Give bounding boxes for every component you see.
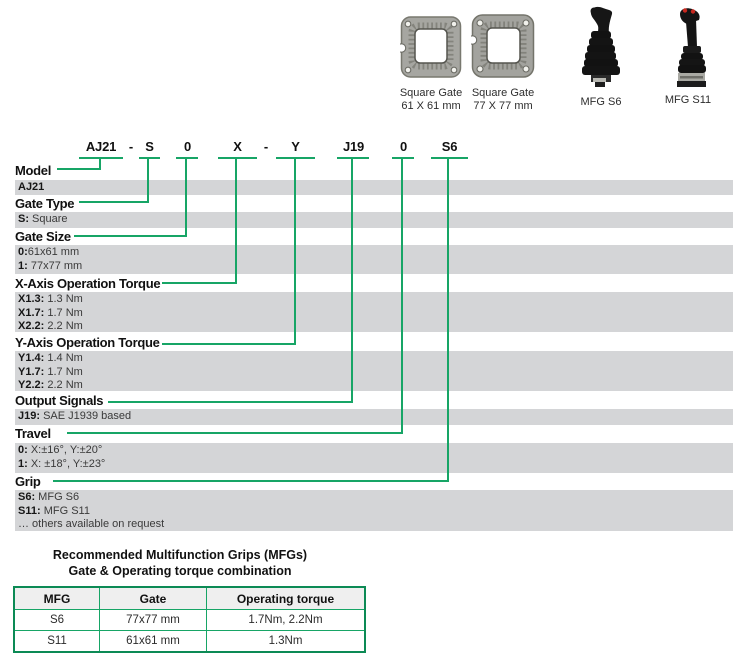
product-caption-line: Square Gate bbox=[399, 87, 463, 99]
section-values-output-signals bbox=[15, 409, 733, 425]
grips-cell-gate: 61x61 mm bbox=[100, 631, 207, 653]
grips-table-header-gate: Gate bbox=[100, 587, 207, 610]
value-desc: 1.3 Nm bbox=[44, 293, 83, 305]
grips-table-header-mfg: MFG bbox=[14, 587, 100, 610]
product-caption-line: 61 X 61 mm bbox=[401, 100, 461, 112]
section-label-output-signals: Output Signals bbox=[15, 393, 104, 408]
value-desc: 1.7 Nm bbox=[44, 306, 83, 319]
mfg-s11-image bbox=[668, 7, 708, 87]
value-desc: MFG S6 bbox=[35, 491, 80, 503]
section-label-y-axis-torque: Y-Axis Operation Torque bbox=[15, 335, 160, 350]
grips-table-header-row bbox=[14, 587, 365, 610]
value-code: S6: bbox=[18, 491, 36, 503]
grips-cell-gate: 77x77 mm bbox=[100, 610, 207, 631]
value-line bbox=[15, 293, 733, 307]
value-desc: 2.2 Nm bbox=[44, 379, 83, 391]
section-values-y-torque bbox=[15, 351, 733, 391]
value-line bbox=[15, 379, 733, 393]
section-values-travel bbox=[15, 443, 733, 473]
grips-table-title bbox=[20, 547, 340, 579]
mfg-s6-image bbox=[578, 5, 624, 89]
grips-cell-torque: 1.7Nm, 2.2Nm bbox=[207, 610, 366, 631]
code-token-dash: - bbox=[128, 139, 134, 154]
grips-cell-mfg: S6 bbox=[14, 610, 100, 631]
product-caption bbox=[665, 94, 711, 107]
value-desc: X:±16°, Y:±20° bbox=[27, 444, 103, 456]
section-label-model: Model bbox=[15, 163, 52, 178]
section-values-grip bbox=[15, 490, 733, 531]
value-code: 0: bbox=[18, 444, 28, 456]
code-token-dash: - bbox=[263, 139, 269, 154]
code-token-gate-size: 0 bbox=[183, 139, 192, 154]
value-line bbox=[15, 518, 733, 532]
value-line bbox=[15, 181, 733, 195]
code-token-x-torque: X bbox=[233, 139, 242, 154]
value-desc: 61x61 mm bbox=[27, 246, 80, 258]
connector-model bbox=[57, 158, 100, 169]
value-desc: 2.2 Nm bbox=[44, 320, 83, 332]
product-caption-line: MFG S11 bbox=[664, 94, 712, 106]
section-label-x-axis-torque: X-Axis Operation Torque bbox=[15, 276, 161, 291]
value-line bbox=[15, 458, 733, 472]
value-desc: X: ±18°, Y:±23° bbox=[27, 457, 106, 470]
value-line bbox=[15, 246, 733, 260]
value-line bbox=[15, 320, 733, 334]
value-code: 1: bbox=[18, 259, 28, 272]
value-code: 0: bbox=[18, 246, 28, 258]
code-token-output: J19 bbox=[342, 139, 365, 154]
code-token-grip: S6 bbox=[441, 139, 458, 154]
product-figure-gate-61 bbox=[394, 14, 468, 113]
value-desc: SAE J1939 based bbox=[40, 410, 132, 422]
value-line bbox=[15, 366, 733, 380]
value-code: X2.2: bbox=[18, 320, 45, 332]
value-desc: 77x77 mm bbox=[27, 259, 83, 272]
value-code: S11: bbox=[18, 504, 41, 517]
value-code: AJ21 bbox=[18, 181, 45, 193]
value-desc: 1.4 Nm bbox=[44, 352, 83, 364]
table-row bbox=[14, 631, 365, 653]
value-line bbox=[15, 505, 733, 519]
product-figure-mfg-s11 bbox=[648, 7, 728, 107]
value-desc: … others available on request bbox=[18, 518, 165, 530]
square-gate-77-image bbox=[471, 12, 535, 80]
value-code: Y1.7: bbox=[18, 365, 45, 378]
product-figure-mfg-s6 bbox=[561, 5, 641, 109]
section-values-model bbox=[15, 180, 733, 195]
product-caption-line: 77 X 77 mm bbox=[473, 100, 533, 112]
value-line bbox=[15, 307, 733, 321]
product-caption bbox=[400, 87, 462, 113]
table-row bbox=[14, 610, 365, 631]
product-caption-line: Square Gate bbox=[471, 87, 535, 99]
section-values-gate-size bbox=[15, 245, 733, 274]
grips-table bbox=[13, 586, 366, 653]
section-label-grip: Grip bbox=[15, 474, 41, 489]
grips-table-header-torque: Operating torque bbox=[207, 587, 366, 610]
product-caption bbox=[472, 87, 534, 113]
product-figure-gate-77 bbox=[466, 12, 540, 113]
grips-cell-torque: 1.3Nm bbox=[207, 631, 366, 653]
section-label-gate-size: Gate Size bbox=[15, 229, 71, 244]
value-line bbox=[15, 260, 733, 274]
value-desc: Square bbox=[29, 213, 68, 225]
value-line bbox=[15, 352, 733, 366]
product-caption bbox=[581, 96, 622, 109]
value-desc: MFG S11 bbox=[40, 504, 90, 517]
square-gate-61-image bbox=[400, 14, 462, 80]
value-code: Y2.2: bbox=[18, 379, 45, 391]
code-token-travel: 0 bbox=[399, 139, 408, 154]
code-token-gate-type: S bbox=[145, 139, 154, 154]
section-values-gate-type bbox=[15, 212, 733, 228]
value-code: X1.3: bbox=[18, 293, 45, 305]
value-code: Y1.4: bbox=[18, 352, 45, 364]
value-code: S: bbox=[18, 213, 29, 225]
value-line bbox=[15, 213, 733, 227]
product-caption-line: MFG S6 bbox=[580, 96, 622, 108]
value-desc: 1.7 Nm bbox=[44, 365, 83, 378]
grips-table-title-line2: Gate & Operating torque combination bbox=[68, 564, 292, 578]
code-token-y-torque: Y bbox=[291, 139, 300, 154]
grips-table-title-line1: Recommended Multifunction Grips (MFGs) bbox=[52, 548, 308, 562]
code-token-model: AJ21 bbox=[85, 139, 117, 154]
value-line bbox=[15, 410, 733, 424]
grips-cell-mfg: S11 bbox=[14, 631, 100, 653]
value-line bbox=[15, 491, 733, 505]
value-code: X1.7: bbox=[18, 306, 45, 319]
value-code: J19: bbox=[18, 410, 41, 422]
section-label-travel: Travel bbox=[15, 426, 51, 441]
section-values-x-torque bbox=[15, 292, 733, 332]
value-code: 1: bbox=[18, 457, 28, 470]
value-line bbox=[15, 444, 733, 458]
section-label-gate-type: Gate Type bbox=[15, 196, 75, 211]
